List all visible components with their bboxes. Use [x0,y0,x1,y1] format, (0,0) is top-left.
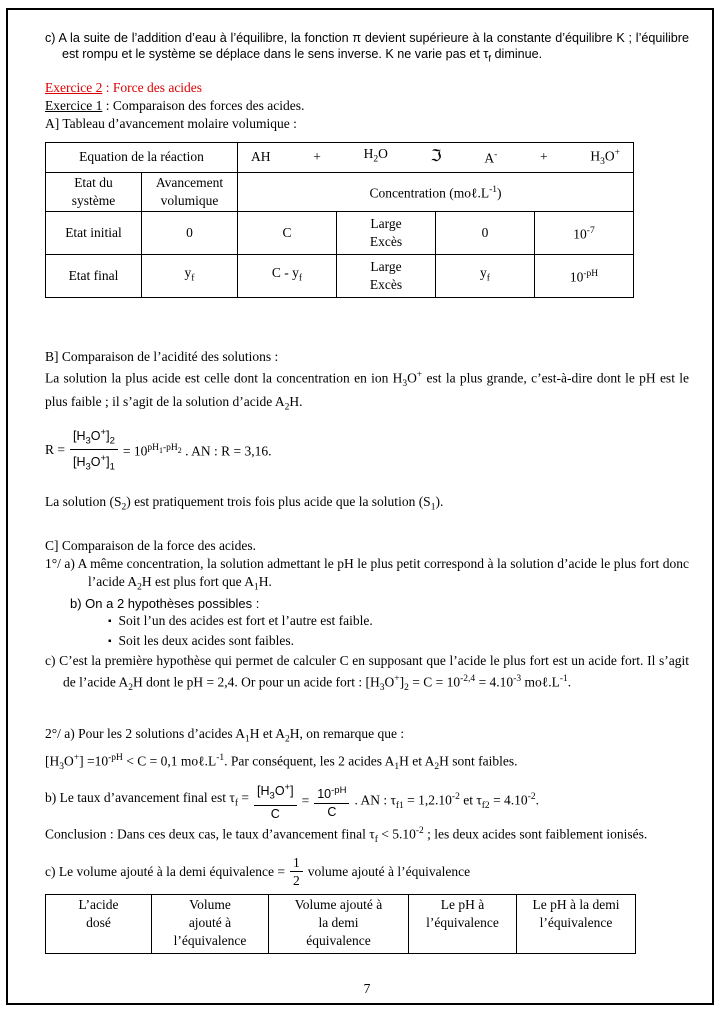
sectionB-heading: B] Comparaison de l’acidité des solutions : [45,348,279,364]
concentration-cell: C - $y_f$ [238,254,337,297]
bullet-text: Soit l’un des acides est fort et l’autre est faible. [118,613,373,629]
column-header-ph-half-equivalence: Le pH à la demi l’équivalence [517,895,636,954]
equation-row [46,142,634,172]
fraction-numerator: $[H_3O^+]$ [254,780,297,806]
concentration-header-cell: Concentration $(mo\ell.L^{-1})$ [238,172,634,211]
concentration-cell: Large Excès [337,211,436,254]
avancement-cell: $y_f$ [142,254,238,297]
half-equivalence-line [45,855,689,888]
formula-suffix: = $10^{pH_1-pH_2}$ . AN : R = 3,16. [122,442,272,459]
concentration-cell: 0 [436,211,535,254]
avancement-cell: 0 [142,211,238,254]
fraction-denominator: C [327,804,337,819]
equilibrium-symbol: ℑ [430,148,442,166]
column-header-volume-half-equivalence: Volume ajouté à la demi équivalence [269,895,409,954]
concentration-cell: Large Excès [337,254,436,297]
plus-sign: + [540,149,548,165]
equation-term-h3o: $H_3O^+$ [590,147,620,167]
table-row-initial-state [46,211,634,254]
concentration-cell: $10^{-pH}$ [535,254,634,297]
hypothesis-bullet-2 [108,632,689,652]
row-label-cell: Etat final [46,254,142,297]
sectionA-heading: A] Tableau d’avancement molaire volumique : [45,115,297,131]
fraction [254,780,297,822]
column-header-ph-equivalence: Le pH à l’équivalence [409,895,517,954]
concentration-cell: C [238,211,337,254]
concentration-cell: $y_f$ [436,254,535,297]
fraction [70,425,118,475]
table-row-final-state [46,254,634,297]
equals-sign: = [301,793,310,809]
formula-suffix: volume ajouté à l’équivalence [307,863,471,879]
section2-item-a: 2°/ a) Pour les 2 solutions d’acides $A_1H$ et $A_2H$, on remarque que : [45,726,405,746]
sectionC-item-1c: c) C’est la première hypothèse qui permet de calculer C en supposant que l’acide le plus fort est un acide fort. Il s’agit de l’acide $A_2H$ dont le pH = 2,4. Or pour un acide fort : $[H_3O^+]_2 = C = 10^{-2,4} = 4.10^{-3}$ $mo\ell.L^{-1}$. [45,653,689,694]
bullet-text: Soit les deux acides sont faibles. [118,633,295,649]
titration-table [45,894,636,954]
sectionC-item-1a: 1°/ a) A même concentration, la solution admettant le pH le plus petit correspond à la solution d’acide le plus fort donc l’acide $A_2H$ est plus fort que $A_1H$. [45,555,689,593]
formula-prefix: c) Le volume ajouté à la demi équivalence = [45,863,286,879]
document-content [45,30,689,998]
fraction [314,783,349,820]
square-bullet-icon: ▪ [108,636,112,648]
fraction-denominator: 2 [293,873,300,889]
equation-term-ah: AH [251,149,271,165]
s2-comparison-line: La solution $(S_2)$ est pratiquement trois fois plus acide que la solution $(S_1)$. [45,493,444,513]
equation-cell [238,142,634,172]
fraction-denominator: C [270,806,280,821]
table-header-row [46,895,636,954]
intro-paragraph-item-c: c) A la suite de l’addition d’eau à l’équilibre, la fonction π devient supérieure à la constante d’équilibre K ; l’équilibre est rompu et le système se déplace dans le sens inverse. K ne varie pas et $\tau_f$ diminue. [45,31,689,65]
sectionB-paragraph: La solution la plus acide est celle dont la concentration en ion $H_3O^+$ est la plus grande, c’est-à-dire dont le pH est le plus faible ; il s’agit de la solution d’acide $A_2H$. [45,369,689,413]
advancement-table [45,142,634,298]
reaction-equation [241,144,630,171]
tau-formula [45,780,689,822]
avancement-header-cell: Avancement volumique [142,172,238,211]
exercise1-heading: Exercice 1 : Comparaison des forces des acides. [45,97,305,113]
square-bullet-icon: ▪ [108,616,112,628]
equation-label-cell: Equation de la réaction [46,142,238,172]
hypothesis-bullet-1 [108,612,689,632]
one-half-fraction [290,855,303,888]
equation-term-a-minus: A- [484,150,498,166]
sectionC-heading: C] Comparaison de la force des acides. [45,537,257,553]
formula-prefix: R = [45,441,65,457]
section2-line2: $[H_3O^+] =10^{-pH} < C = 0,1$ $mo\ell.L^{-1}$. Par conséquent, les 2 acides $A_1H$ et $A_2H$ sont faibles. [45,753,518,773]
fraction-denominator: $[H_3O^+]_1$ [73,453,115,473]
formula-suffix: . AN : $\tau_{f1} = 1,2.10^{-2}$ et $\tau_{f2} = 4.10^{-2}$. [354,791,539,811]
fraction-numerator: 1 [290,855,303,872]
page-number: 7 [363,981,371,997]
formula-prefix: b) Le taux d’avancement final est $\tau_f$ = [45,790,250,809]
ratio-formula [45,425,689,475]
plus-sign: + [313,149,321,165]
sectionC-item-1b: b) On a 2 hypothèses possibles : [70,596,260,612]
equation-term-h2o: $H_2O$ [363,146,388,165]
conclusion-paragraph: Conclusion : Dans ces deux cas, le taux d’avancement final $\tau_f < 5.10^{-2}$ ; les deux acides sont faiblement ionisés. [45,825,648,846]
fraction-numerator: $10^{-pH}$ [314,783,349,804]
exercise2-heading: Exercice 2 : Force des acides [45,79,203,95]
row-label-cell: Etat initial [46,211,142,254]
column-header-acid: L’acide dosé [46,895,152,954]
column-header-volume-equivalence: Volume ajouté à l’équivalence [152,895,269,954]
fraction-numerator: $[H_3O^+]_2$ [70,425,118,451]
table-row [46,172,634,211]
state-header-cell: Etat du système [46,172,142,211]
concentration-cell: $10^{-7}$ [535,211,634,254]
